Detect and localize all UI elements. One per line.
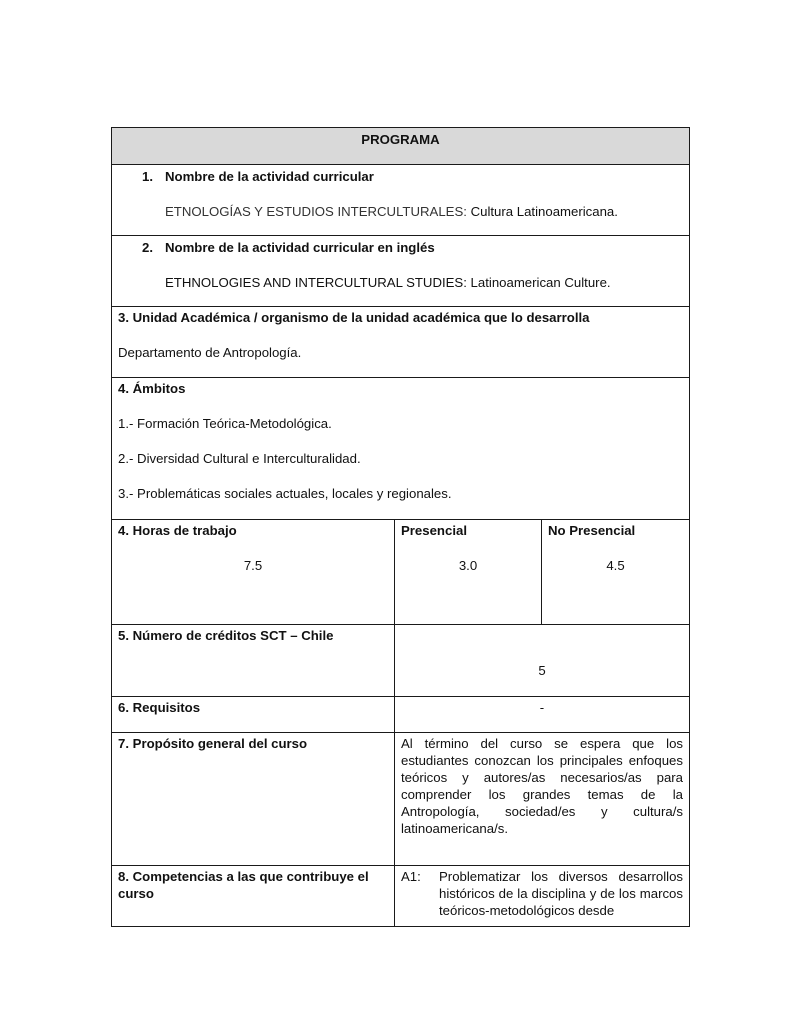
section-2-value: ETHNOLOGIES AND INTERCULTURAL STUDIES: Latinoamerican Culture. <box>165 275 611 290</box>
horas-title: 4. Horas de trabajo <box>118 523 237 538</box>
ambito-item: 2.- Diversidad Cultural e Interculturalidad. <box>118 451 361 466</box>
section-1-title: Nombre de la actividad curricular <box>165 169 374 184</box>
horas-total: 7.5 <box>243 558 263 573</box>
section-3-title: 3. Unidad Académica / organismo de la unidad académica que lo desarrolla <box>118 310 590 325</box>
section-1-cell <box>112 165 690 236</box>
section-4-ambitos-title: 4. Ámbitos <box>118 381 186 396</box>
requisitos-title: 6. Requisitos <box>118 700 201 715</box>
section-1-value <box>118 203 683 220</box>
section-5-row <box>112 625 690 697</box>
ambito-item: 3.- Problemáticas sociales actuales, locales y regionales. <box>118 486 452 501</box>
section-1-row <box>112 165 690 236</box>
no-presencial-cell <box>542 520 690 625</box>
section-2-heading <box>118 239 683 256</box>
no-presencial-label: No Presencial <box>548 523 636 538</box>
section-6-row <box>112 697 690 733</box>
section-2-title: Nombre de la actividad curricular en inglés <box>165 240 435 255</box>
proposito-value-cell <box>395 733 690 866</box>
proposito-title: 7. Propósito general del curso <box>118 736 308 751</box>
competencia-item <box>401 868 683 919</box>
section-1-heading <box>118 168 683 185</box>
competencia-code: A1: <box>401 869 421 884</box>
section-1-number: 1. <box>142 169 153 184</box>
horas-cell <box>112 520 395 625</box>
requisitos-label-cell <box>112 697 395 733</box>
section-7-row <box>112 733 690 866</box>
section-4-ambitos-row <box>112 378 690 520</box>
presencial-label: Presencial <box>401 523 467 538</box>
no-presencial-value: 4.5 <box>606 558 625 573</box>
ambito-item: 1.- Formación Teórica-Metodológica. <box>118 416 332 431</box>
section-4-horas-row <box>112 520 690 625</box>
creditos-title: 5. Número de créditos SCT – Chile <box>118 628 334 643</box>
header-row <box>112 128 690 165</box>
presencial-value: 3.0 <box>458 558 478 573</box>
section-1-value-caps: ETNOLOGÍAS Y ESTUDIOS INTERCULTURALES: <box>165 204 467 219</box>
program-header: PROGRAMA <box>112 128 690 165</box>
section-3-cell <box>112 307 690 378</box>
creditos-value: 5 <box>538 663 546 678</box>
section-3-row <box>112 307 690 378</box>
creditos-label-cell <box>112 625 395 697</box>
competencias-label-cell <box>112 866 395 927</box>
requisitos-value-cell <box>395 697 690 733</box>
requisitos-value: - <box>539 700 545 715</box>
proposito-label-cell <box>112 733 395 866</box>
section-2-cell <box>112 236 690 307</box>
section-1-value-rest: Cultura Latinoamericana. <box>466 204 618 219</box>
section-4-ambitos-cell <box>112 378 690 520</box>
section-2-row <box>112 236 690 307</box>
competencia-text: Problematizar los diversos desarrollos históricos de la disciplina y de los marcos teóricos-metodológicos desde <box>439 869 683 918</box>
section-2-number: 2. <box>142 240 153 255</box>
section-8-row <box>112 866 690 927</box>
section-3-value: Departamento de Antropología. <box>118 345 302 360</box>
program-table <box>111 127 690 927</box>
presencial-cell <box>395 520 542 625</box>
creditos-value-cell <box>395 625 690 697</box>
proposito-value: Al término del curso se espera que los estudiantes conozcan los principales enfoques teóricos y autores/as necesarios/as para comprender los grandes temas de la Antropología, sociedad/es y cultura/s latinoamericana/s. <box>401 736 683 836</box>
competencias-value-cell <box>395 866 690 927</box>
competencias-title: 8. Competencias a las que contribuye el curso <box>118 869 369 901</box>
